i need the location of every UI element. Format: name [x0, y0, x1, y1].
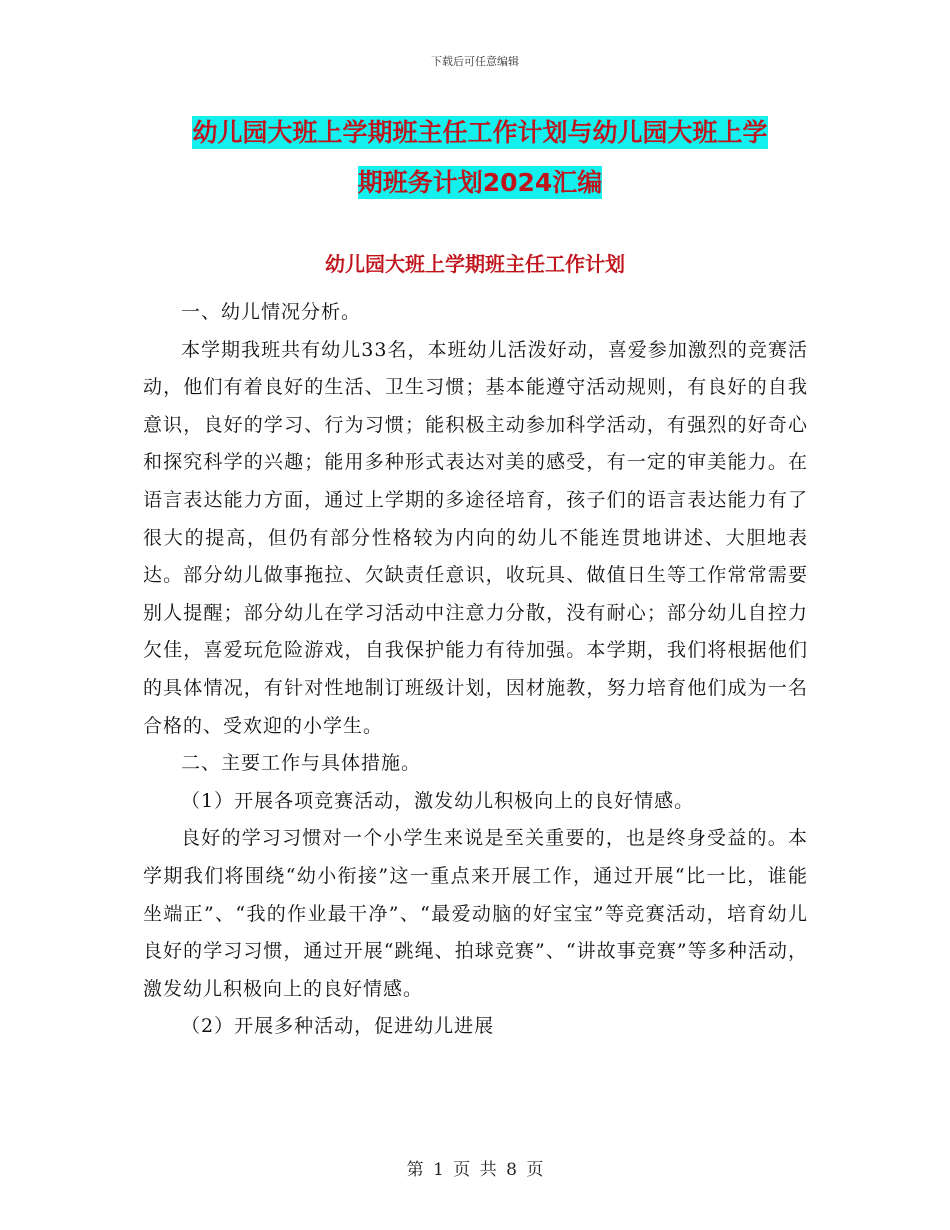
paragraph-analysis: 本学期我班共有幼儿33名，本班幼儿活泼好动，喜爱参加激烈的竞赛活动，他们有着良好的生活、卫生习惯；基本能遵守活动规则，有良好的自我意识，良好的学习、行为习惯；能积极主动参加科学活动，有强烈的好奇心和探究科学的兴趣；能用多种形式表达对美的感受，有一定的审美能力。在语言表达能力方面，通过上学期的多途径培育，孩子们的语言表达能力有了很大的提高，但仍有部分性格较为内向的幼儿不能连贯地讲述、大胆地表达。部分幼儿做事拖拉、欠缺责任意识，收玩具、做值日生等工作常常需要别人提醒；部分幼儿在学习活动中注意力分散，没有耐心；部分幼儿自控力欠佳，喜爱玩危险游戏，自我保护能力有待加强。本学期，我们将根据他们的具体情况，有针对性地制订班级计划，因材施教，努力培育他们成为一名合格的、受欢迎的小学生。: [143, 338, 808, 737]
section-title: 幼儿园大班上学期班主任工作计划: [325, 252, 625, 276]
document-title-line-2: 期班务计划2024汇编: [357, 168, 603, 197]
document-title-line-1: 幼儿园大班上学期班主任工作计划与幼儿园大班上学: [192, 118, 768, 147]
document-title: [140, 108, 820, 208]
page-footer: 第 1 页 共 8 页: [406, 1160, 544, 1180]
paragraph-subheading-2: （2）开展多种活动，促进幼儿进展: [181, 1015, 495, 1038]
paragraph-habits: 良好的学习习惯对一个小学生来说是至关重要的，也是终身受益的。本学期我们将围绕“幼小衔接”这一重点来开展工作，通过开展“比一比，谁能坐端正”、“我的作业最干净”、“最爱动脑的好宝宝”等竞赛活动，培育幼儿良好的学习习惯，通过开展“跳绳、拍球竞赛”、“讲故事竞赛”等多种活动，激发幼儿积极向上的良好情感。: [143, 827, 808, 1000]
page-header-note: 下载后可任意编辑: [431, 55, 519, 68]
document-body: [143, 294, 808, 1046]
paragraph-heading-1: 一、幼儿情况分析。: [181, 301, 362, 323]
paragraph-heading-2: 二、主要工作与具体措施。: [181, 752, 422, 775]
paragraph-subheading-1: （1）开展各项竞赛活动，激发幼儿积极向上的良好情感。: [181, 789, 695, 812]
